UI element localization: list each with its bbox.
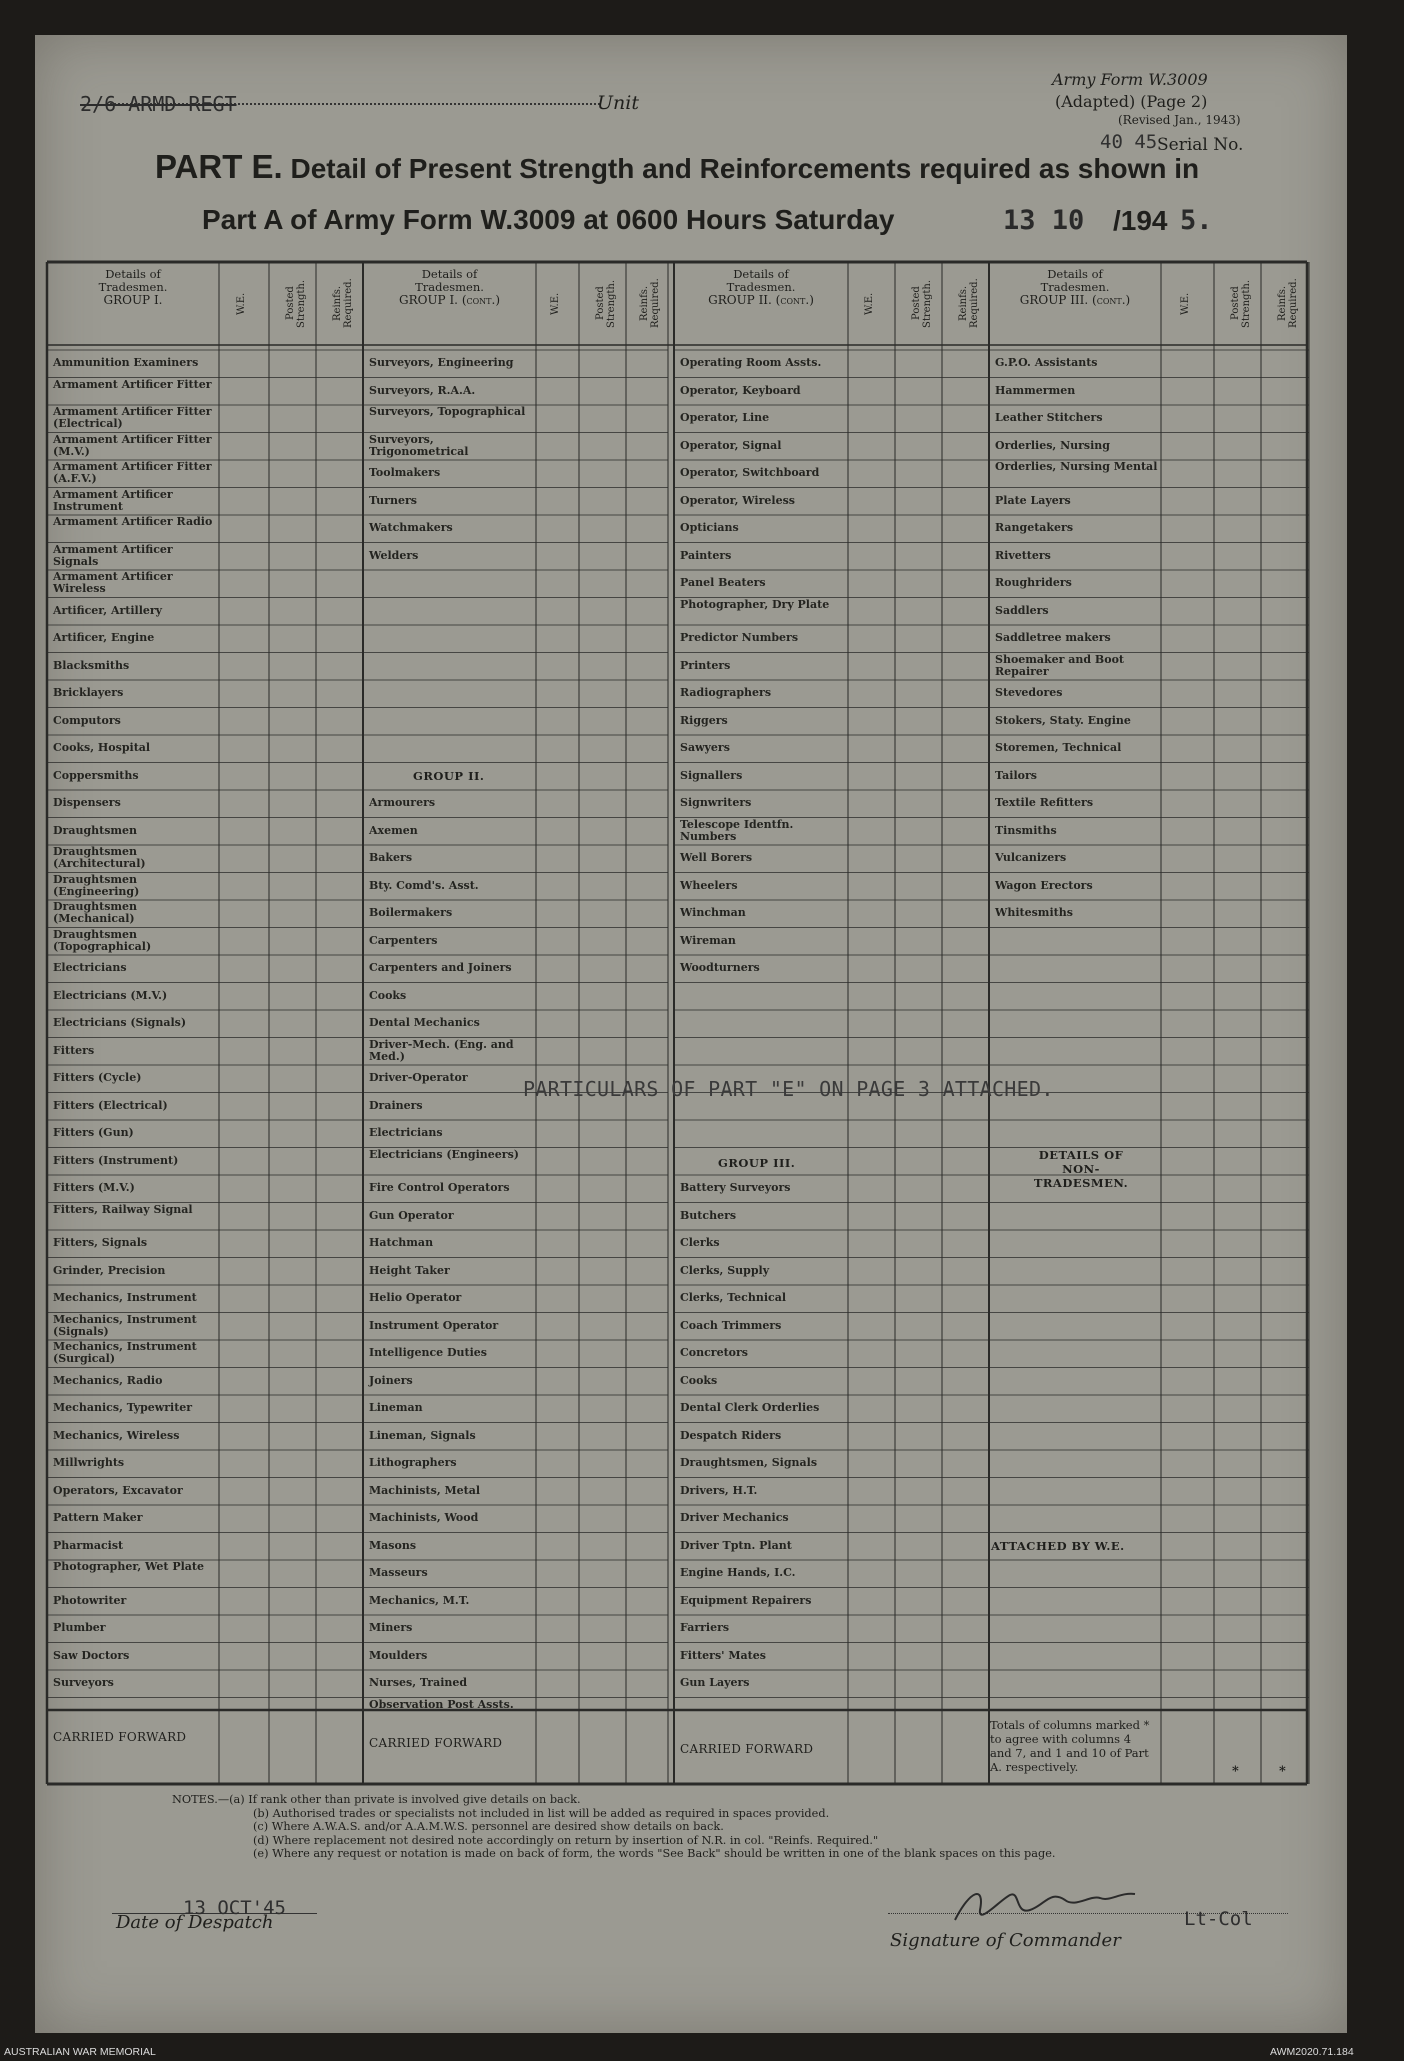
trade-row: Armament Artificer Fitter (Electrical) (53, 405, 212, 430)
trade-row: Carpenters (369, 933, 438, 947)
trade-row: Joiners (369, 1373, 413, 1387)
trade-row: Signallers (680, 768, 743, 782)
carried-forward-label: CARRIED FORWARD (369, 1736, 503, 1750)
trade-row: Wagon Erectors (995, 878, 1093, 892)
trade-row: Surveyors, Engineering (369, 356, 514, 369)
trade-row: Lineman (369, 1401, 423, 1414)
trade-row: Telescope Identfn. Numbers (680, 817, 794, 843)
trade-row: Concretors (680, 1346, 748, 1359)
trade-row: Hatchman (369, 1236, 434, 1249)
trade-row: Mechanics, Typewriter (53, 1401, 193, 1414)
trade-row: Welders (369, 548, 419, 562)
trade-row: Clerks, Supply (680, 1263, 770, 1277)
trade-row: Instrument Operator (369, 1318, 499, 1332)
trade-row: Woodturners (680, 961, 760, 974)
trade-row: Storemen, Technical (995, 741, 1122, 754)
trade-row: Saw Doctors (53, 1648, 130, 1662)
trade-row: Shoemaker and Boot Repairer (995, 652, 1124, 678)
subcolumn-header-1: Posted Strength. (910, 279, 933, 328)
trade-row: Painters (680, 548, 732, 562)
trade-row: Millwrights (53, 1456, 125, 1469)
trade-row: Electricians (369, 1126, 443, 1139)
trade-row: Cooks (680, 1373, 718, 1387)
trade-row: Photographer, Wet Plate (53, 1560, 205, 1573)
trade-row: Masseurs (369, 1566, 428, 1579)
trade-row: Battery Surveyors (680, 1181, 791, 1194)
trade-row: Saddletree makers (995, 631, 1111, 644)
form-name: Army Form W.3009 (1052, 70, 1208, 89)
trade-row: Blacksmiths (53, 658, 130, 672)
trade-row: Coach Trimmers (680, 1318, 782, 1332)
trade-row: Boilermakers (369, 906, 453, 919)
trade-row: Tinsmiths (995, 823, 1057, 837)
trade-row: Dispensers (53, 796, 121, 809)
trade-row: Toolmakers (369, 466, 441, 479)
trade-row: Signwriters (680, 796, 752, 809)
trade-row: Bty. Comd's. Asst. (369, 878, 479, 892)
column-header-4 (989, 268, 1161, 307)
trade-row: Radiographers (680, 686, 772, 699)
title-line-1-rest: Detail of Present Strength and Reinforcements required as shown in (282, 153, 1200, 184)
trade-row: Armament Artificer Fitter (53, 377, 212, 391)
note-line: (b) Authorised trades or specialists not included in list will be added as required in spaces provided. (253, 1806, 830, 1820)
trade-row: Rangetakers (995, 521, 1074, 534)
trade-row: Surveyors (53, 1676, 114, 1689)
trade-row: Fire Control Operators (369, 1181, 510, 1194)
trade-row: Operator, Line (680, 411, 770, 424)
trade-row: Gun Operator (369, 1208, 454, 1222)
column-header-title: Details of Tradesmen. (1040, 267, 1110, 294)
subcolumn-header-2: Reinfs. Required. (639, 278, 661, 329)
trade-row: Fitters (Instrument) (53, 1153, 179, 1167)
trade-row: Electricians (Engineers) (369, 1147, 519, 1161)
trade-row: Dental Clerk Orderlies (680, 1401, 820, 1414)
trade-row: Driver Tptn. Plant (680, 1538, 792, 1552)
trade-row: Drainers (369, 1098, 423, 1112)
form-adapted: (Adapted) (Page 2) (1055, 92, 1208, 111)
trade-row: Armament Artificer Fitter (M.V.) (53, 432, 212, 458)
despatch-date-handwritten: 13 OCT'45 (183, 1897, 286, 1919)
trade-row: Riggers (680, 713, 728, 727)
carried-forward-label: CARRIED FORWARD (53, 1730, 187, 1744)
trade-row: Photographer, Dry Plate (680, 597, 830, 611)
trade-row: Well Borers (680, 851, 753, 864)
trade-row: Panel Beaters (680, 576, 766, 589)
trade-row: Operator, Switchboard (680, 466, 820, 479)
trade-row: Mechanics, Radio (53, 1373, 163, 1387)
trade-row: Plumber (53, 1621, 106, 1634)
trade-row: Roughriders (995, 576, 1072, 589)
column-header-3 (674, 268, 848, 307)
trade-row: Sawyers (680, 741, 730, 754)
trade-row: Fitters (53, 1043, 95, 1057)
column-header-2 (363, 268, 536, 307)
trade-row: Vulcanizers (995, 851, 1067, 864)
trade-row: Fitters, Signals (53, 1236, 148, 1249)
stamp-text: PARTICULARS OF PART "E" ON PAGE 3 ATTACHED. (523, 1077, 1054, 1101)
trade-row: Bakers (369, 851, 413, 864)
note-line: NOTES.—(a) If rank other than private is involved give details on back. (172, 1793, 581, 1806)
trade-row: Despatch Riders (680, 1428, 782, 1442)
note-line: (e) Where any request or notation is made on back of form, the words "See Back" should be written in one of the blank spaces on this page. (253, 1847, 1056, 1861)
trade-row: Draughtsmen (53, 823, 138, 837)
trade-row: Machinists, Metal (369, 1483, 481, 1497)
column-header-title: Details of Tradesmen. (98, 267, 168, 294)
trade-row: Fitters (M.V.) (53, 1181, 135, 1194)
trade-row: Watchmakers (369, 521, 453, 534)
unit-label: Unit (597, 92, 639, 114)
trade-row: Drivers, H.T. (680, 1483, 758, 1497)
trade-row: Winchman (680, 906, 746, 919)
subcolumn-header-0: W.E. (236, 292, 247, 315)
trade-row: Electricians (Signals) (53, 1016, 187, 1029)
trade-row: Surveyors, Trigonometrical (369, 432, 469, 458)
trade-row: Butchers (680, 1208, 737, 1222)
trade-row: Grinder, Precision (53, 1263, 166, 1277)
trade-row: Orderlies, Nursing Mental (995, 460, 1158, 473)
trade-row: Electricians (53, 961, 127, 974)
trade-row: Intelligence Duties (369, 1346, 487, 1359)
subcolumn-header-2: Reinfs. Required. (331, 278, 354, 329)
serial-handwritten: 40 45 (1100, 131, 1158, 153)
trade-row: Draughtsmen (Mechanical) (53, 900, 138, 925)
trade-row: Leather Stitchers (995, 411, 1103, 424)
trade-row: Fitters' Mates (680, 1648, 766, 1662)
title-part: PART E. (155, 148, 283, 185)
trade-row: Photowriter (53, 1593, 127, 1607)
trade-row: Tailors (995, 768, 1037, 782)
trade-row: Carpenters and Joiners (369, 961, 512, 974)
trade-row: Artificer, Engine (53, 631, 155, 644)
column-header-title: Details of Tradesmen. (726, 267, 796, 294)
group-iii-heading: GROUP III. (718, 1155, 796, 1170)
trade-row: Plate Layers (995, 493, 1071, 507)
trade-row: Mechanics, M.T. (369, 1593, 470, 1607)
trade-row: Electricians (M.V.) (53, 988, 168, 1002)
trade-row: Saddlers (995, 603, 1049, 617)
trade-row: Predictor Numbers (680, 631, 799, 644)
signature-label: Signature of Commander (890, 1930, 1121, 1951)
note-line: (d) Where replacement not desired note accordingly on return by insertion of N.R. in col. "Reinfs. Required." (253, 1833, 879, 1847)
column-header-group: GROUP II. (cont.) (708, 293, 814, 307)
trade-row: Operator, Signal (680, 438, 782, 452)
trade-row: Farriers (680, 1621, 730, 1634)
footer-institution: AUSTRALIAN WAR MEMORIAL (4, 2046, 156, 2058)
trade-row: Axemen (369, 823, 418, 837)
trade-row: Fitters, Railway Signal (53, 1202, 193, 1216)
date-year: /194 (1113, 205, 1168, 236)
trade-row: Observation Post Assts. (369, 1697, 514, 1711)
subcolumn-header-1: Posted Strength. (1229, 279, 1252, 328)
trade-row: Wireman (680, 933, 736, 947)
totals-note: Totals of columns marked * to agree with columns 4 and 7, and 1 and 10 of Part A. respectively. (990, 1718, 1150, 1774)
trade-row: Armament Artificer Fitter (A.F.V.) (53, 460, 212, 485)
trade-row: Dental Mechanics (369, 1016, 480, 1029)
column-header-group: GROUP I. (cont.) (398, 293, 501, 307)
trade-row: Engine Hands, I.C. (680, 1566, 796, 1579)
trade-row: Hammermen (995, 383, 1076, 397)
trade-row: Computors (53, 713, 121, 727)
trade-row: Gun Layers (680, 1676, 750, 1689)
trade-row: Driver-Operator (369, 1071, 468, 1084)
trade-row: Driver Mechanics (680, 1511, 789, 1524)
footer-accession: AWM2020.71.184 (1270, 2046, 1354, 2058)
trade-row: Lineman, Signals (369, 1428, 476, 1442)
title-line-2: Part A of Army Form W.3009 at 0600 Hours Saturday (202, 204, 895, 235)
trade-row: Mechanics, Instrument (Signals) (53, 1312, 197, 1338)
subcolumn-header-2: Reinfs. Required. (957, 278, 980, 329)
trade-row: Armament Artificer Instrument (53, 487, 173, 513)
trade-row: Lithographers (369, 1456, 457, 1469)
trade-row: Fitters (Cycle) (53, 1071, 142, 1084)
trade-row: Armourers (369, 796, 436, 809)
subcolumn-header-0: W.E. (863, 292, 875, 315)
trade-row: Printers (680, 658, 731, 672)
signature-scribble (950, 1880, 1170, 1930)
trade-row: Driver-Mech. (Eng. and Med.) (369, 1037, 514, 1063)
date-year-digit: 5. (1180, 205, 1213, 236)
subcolumn-header-2: Reinfs. Required. (1277, 278, 1299, 329)
trade-row: Wheelers (680, 878, 738, 892)
column-header-1 (47, 268, 219, 307)
trade-row: Fitters (Electrical) (53, 1098, 168, 1112)
trade-row: Machinists, Wood (369, 1511, 479, 1524)
trade-row: Stokers, Staty. Engine (995, 713, 1131, 727)
trade-row: Surveyors, Topographical (369, 405, 526, 418)
trade-row: Pattern Maker (53, 1511, 143, 1524)
group-ii-heading: GROUP II. (413, 768, 485, 783)
trade-row: Textile Refitters (995, 796, 1094, 809)
trade-row: Mechanics, Instrument (Surgical) (53, 1340, 197, 1365)
trade-row: Bricklayers (53, 686, 124, 699)
trade-row: Miners (369, 1621, 413, 1634)
trade-row: Pharmacist (53, 1538, 124, 1552)
trade-row: Coppersmiths (53, 768, 139, 782)
note-line: (c) Where A.W.A.S. and/or A.A.M.W.S. personnel are desired show details on back. (253, 1820, 724, 1834)
trade-row: Rivetters (995, 548, 1051, 562)
attached-by-we-heading: ATTACHED BY W.E. (991, 1538, 1125, 1553)
trade-row: Height Taker (369, 1263, 450, 1277)
subcolumn-header-1: Posted Strength. (594, 279, 617, 328)
star-marker-2: * (1279, 1764, 1286, 1779)
column-header-group: GROUP III. (cont.) (1019, 293, 1131, 307)
trade-row: G.P.O. Assistants (995, 356, 1098, 369)
trade-row: Equipment Repairers (680, 1593, 812, 1607)
carried-forward-label: CARRIED FORWARD (680, 1742, 814, 1756)
trade-row: Armament Artificer Signals (53, 542, 173, 568)
serial-label: Serial No. (1157, 135, 1244, 155)
star-marker-1: * (1232, 1764, 1239, 1779)
trade-row: Mechanics, Wireless (53, 1428, 180, 1442)
date-handwritten: 13 10 (1003, 205, 1085, 236)
commander-rank: Lt-Col (1184, 1908, 1253, 1930)
trade-row: Ammunition Examiners (53, 356, 199, 369)
trade-row: Operator, Keyboard (680, 383, 801, 397)
subcolumn-header-0: W.E. (1179, 292, 1191, 315)
trade-row: Mechanics, Instrument (53, 1291, 197, 1304)
despatch-label: Date of Despatch (116, 1912, 274, 1933)
form-revised: (Revised Jan., 1943) (1118, 113, 1241, 127)
trade-row: Cooks, Hospital (53, 741, 151, 754)
trade-row: Turners (369, 493, 417, 507)
trade-row: Helio Operator (369, 1291, 462, 1304)
trade-row: Opticians (680, 521, 739, 534)
trade-row: Whitesmiths (995, 906, 1073, 919)
trade-row: Draughtsmen, Signals (680, 1456, 818, 1469)
trade-row: Moulders (369, 1648, 428, 1662)
trade-row: Armament Artificer Radio (53, 515, 213, 528)
trade-row: Masons (369, 1538, 417, 1552)
trade-row: Cooks (369, 988, 407, 1002)
trade-row: Draughtsmen (Topographical) (53, 927, 152, 953)
trade-row: Operating Room Assts. (680, 356, 822, 369)
trade-row: Orderlies, Nursing (995, 438, 1110, 452)
column-header-group: GROUP I. (103, 293, 163, 307)
trade-row: Draughtsmen (Architectural) (53, 845, 146, 870)
trade-row: Clerks (680, 1236, 720, 1249)
column-header-title: Details of Tradesmen. (415, 267, 484, 294)
trade-row: Artificer, Artillery (53, 603, 163, 617)
subcolumn-header-1: Posted Strength. (284, 279, 307, 328)
trade-row: Clerks, Technical (680, 1291, 786, 1304)
trade-row: Fitters (Gun) (53, 1126, 134, 1139)
trade-row: Armament Artificer Wireless (53, 570, 173, 595)
unit-handwritten: 2/6 ARMD REGT (80, 92, 237, 116)
non-tradesmen-heading: DETAILS OF NON-TRADESMEN. (1033, 1147, 1129, 1190)
trade-row: Operator, Wireless (680, 493, 795, 507)
trade-row: Draughtsmen (Engineering) (53, 872, 140, 898)
trade-row: Nurses, Trained (369, 1676, 468, 1689)
trade-row: Stevedores (995, 686, 1063, 699)
trade-row: Operators, Excavator (53, 1483, 183, 1497)
trade-row: Surveyors, R.A.A. (369, 383, 476, 397)
subcolumn-header-0: W.E. (549, 292, 561, 315)
